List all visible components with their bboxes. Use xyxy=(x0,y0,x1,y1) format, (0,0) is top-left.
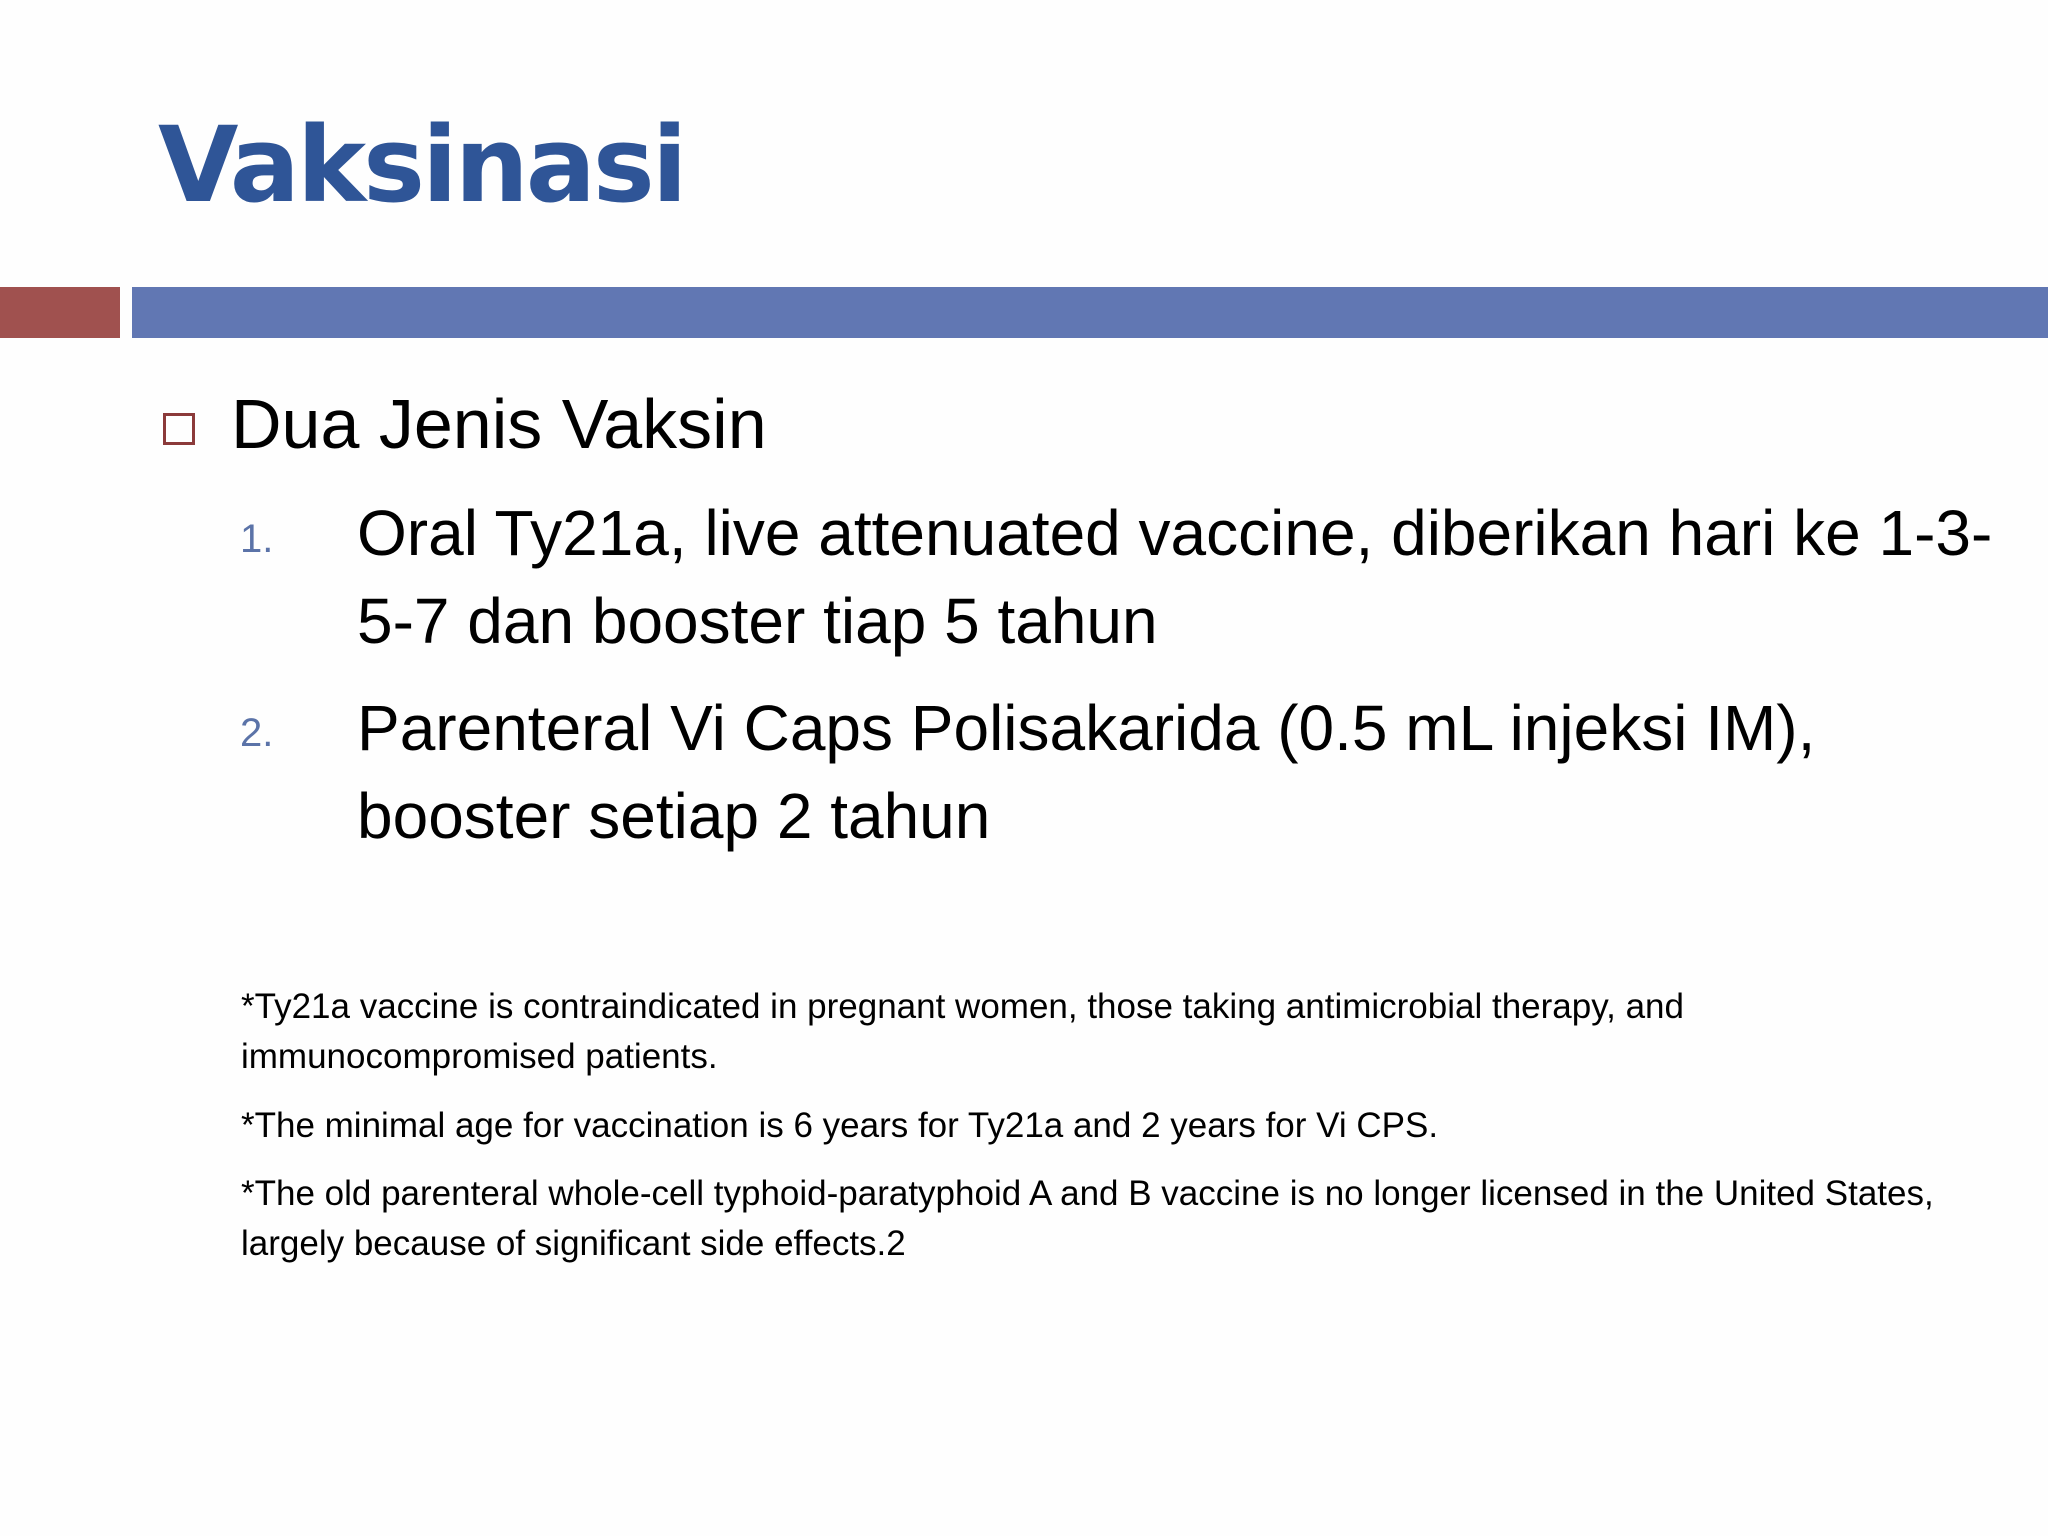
footnote: *Ty21a vaccine is contraindicated in pregnant women, those taking antimicrobial therapy, and immunocompromised patients. xyxy=(241,987,1684,1076)
footnote: *The minimal age for vaccination is 6 years for Ty21a and 2 years for Vi CPS. xyxy=(241,1106,1439,1145)
list-item: Oral Ty21a, live attenuated vaccine, diberikan hari ke 1-3-5-7 dan booster tiap 5 tahun xyxy=(357,497,1993,657)
list-item-number: 2. xyxy=(240,711,274,755)
footnote: *The old parenteral whole-cell typhoid-paratyphoid A and B vaccine is no longer licensed in the United States, largely because of significant side effects.2 xyxy=(241,1174,1934,1263)
title-accent-bar xyxy=(0,287,120,338)
list-item: Parenteral Vi Caps Polisakarida (0.5 mL injeksi IM), booster setiap 2 tahun xyxy=(357,692,1816,852)
square-bullet-icon xyxy=(163,413,195,445)
title-divider-bar xyxy=(132,287,2048,338)
list-item-number: 1. xyxy=(240,517,274,561)
slide-title: Vaksinasi xyxy=(158,104,685,226)
bullet-heading: Dua Jenis Vaksin xyxy=(231,385,767,463)
